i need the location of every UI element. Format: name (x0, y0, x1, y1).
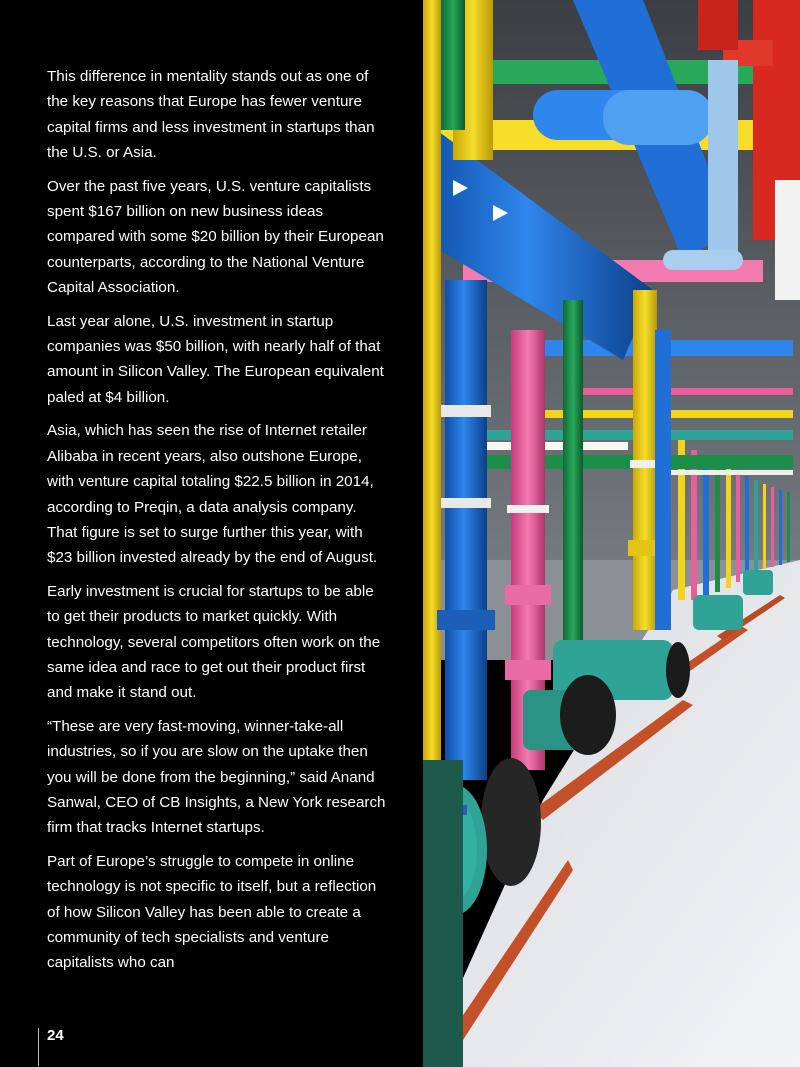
folio-rule (38, 1028, 39, 1066)
article-body (47, 64, 387, 984)
paragraph: Early investment is crucial for startups to be able to get their products to market quickly. With technology, several competitors often work on the same idea and race to get out their product first and make it stand out. (47, 582, 381, 702)
pipes-illustration (423, 0, 800, 1067)
yellow-pipe (423, 0, 441, 780)
pipe-end-cap (481, 758, 541, 886)
paragraph: Asia, which has seen the rise of Internet retailer Alibaba in recent years, also outshone Europe, with venture capital totaling $22.5 billion in 2014, according to Preqin, a data analysis company. That figure is set to surge further this year, with $23 billion invested already by the end of August. (47, 422, 378, 567)
ceiling-light (478, 442, 628, 450)
blue-vertical-pipe (437, 280, 495, 780)
light-blue-pipe (663, 250, 743, 270)
paragraph: “These are very fast-moving, winner-take-all industries, so if you are slow on the uptake then you will be done from the beginning,” said Anand Sanwal, CEO of CB Insights, a New York research firm that tracks Internet startups. (47, 717, 386, 837)
green-pipe (441, 0, 465, 130)
paragraph: Last year alone, U.S. investment in startup companies was $50 billion, with nearly half of that amount in Silicon Valley. The European equivalent paled at $4 billion. (47, 312, 384, 406)
paragraph: This difference in mentality stands out as one of the key reasons that Europe has fewer venture capital firms and less investment in startups than the U.S. or Asia. (47, 68, 375, 162)
paragraph: Over the past five years, U.S. venture capitalists spent $167 billion on new business ideas compared with some $20 billion by their European counterparts, according to the National Venture Capital Association. (47, 177, 384, 297)
blue-pipe (655, 330, 671, 630)
paragraph: Part of Europe’s struggle to compete in online technology is not specific to itself, but a reflection of how Silicon Valley has been able to create a community of tech specialists and venture capitalists who can (47, 852, 377, 972)
light-blue-pipe (708, 60, 738, 260)
data-center-pipes-photo (423, 0, 800, 1067)
page-number: 24 (47, 1027, 64, 1044)
teal-pipe (423, 760, 463, 1067)
